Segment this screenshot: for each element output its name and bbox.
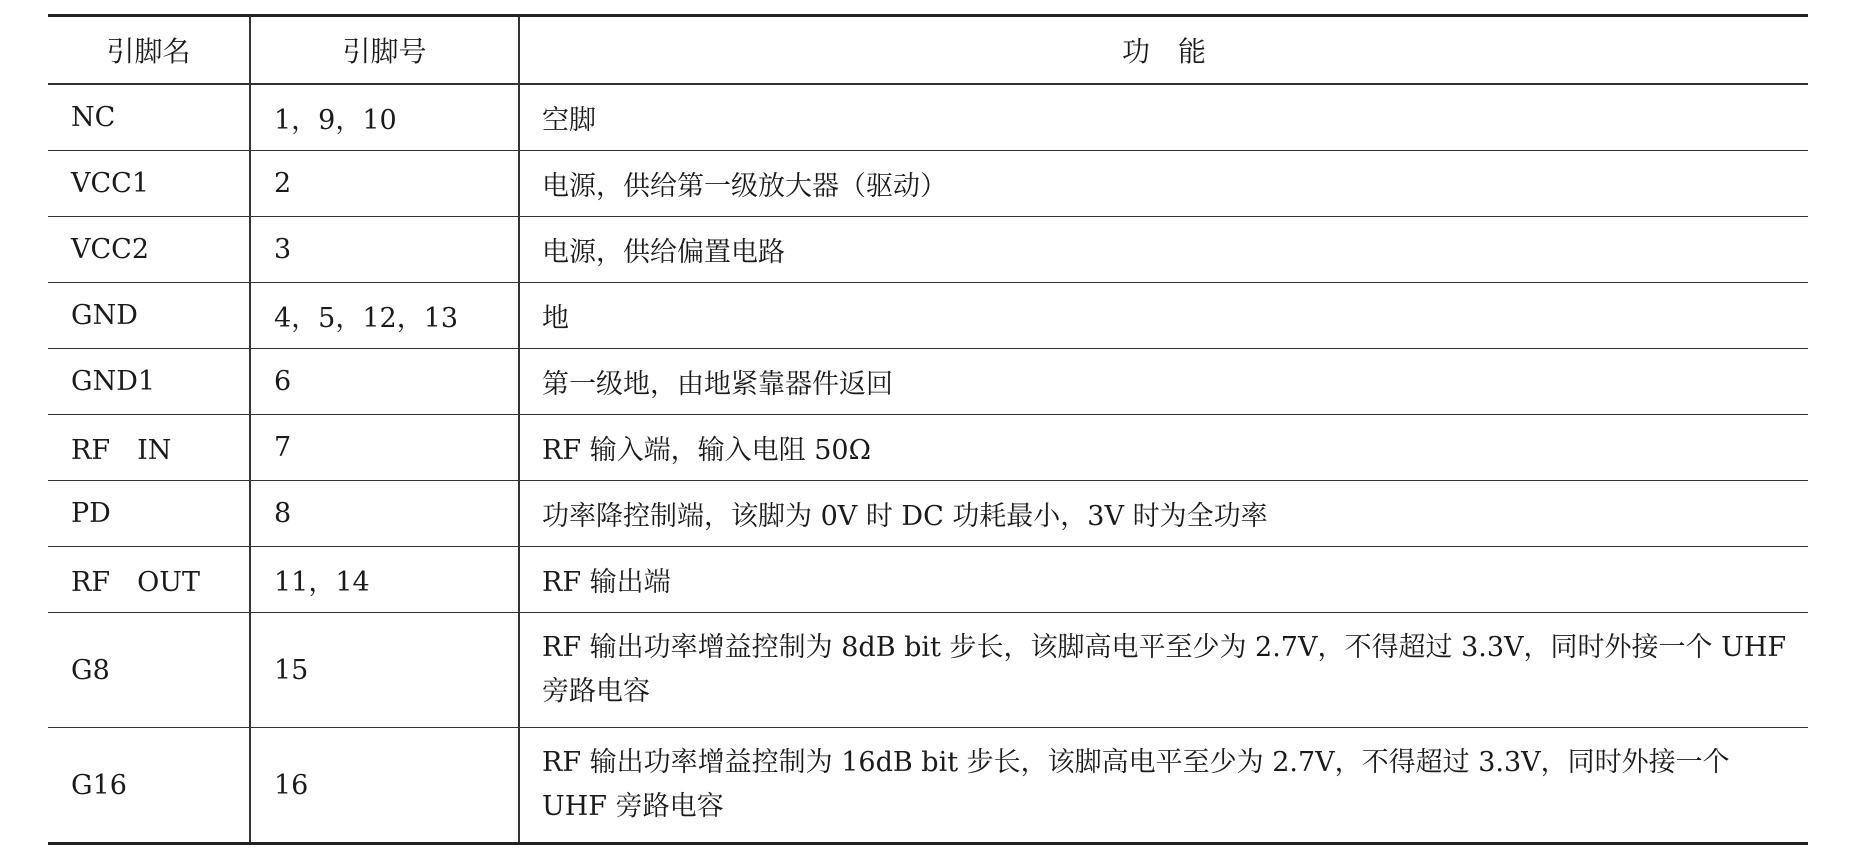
pin-number-cell: 15 — [250, 613, 519, 728]
pin-name-cell: RF IN — [48, 415, 250, 481]
pin-function-cell: 第一级地，由地紧靠器件返回 — [519, 349, 1808, 415]
pin-number-cell: 16 — [250, 728, 519, 844]
table-row — [48, 217, 1808, 283]
pin-function-cell: RF 输出功率增益控制为 16dB bit 步长，该脚高电平至少为 2.7V，不得超过 3.3V，同时外接一个 UHF 旁路电容 — [519, 728, 1808, 844]
pin-function-cell: 电源，供给偏置电路 — [519, 217, 1808, 283]
pin-name-cell: GND — [48, 283, 250, 349]
pin-function-table — [48, 14, 1808, 845]
pin-function-cell: RF 输出端 — [519, 547, 1808, 613]
pin-number-cell: 1，9，10 — [250, 84, 519, 151]
pin-name-cell: VCC1 — [48, 151, 250, 217]
table-row — [48, 84, 1808, 151]
table-row — [48, 349, 1808, 415]
pin-name-cell: NC — [48, 84, 250, 151]
pin-name-cell: G8 — [48, 613, 250, 728]
pin-name-cell: RF OUT — [48, 547, 250, 613]
pin-number-cell: 3 — [250, 217, 519, 283]
pin-number-cell: 7 — [250, 415, 519, 481]
pin-number-cell: 11，14 — [250, 547, 519, 613]
header-row — [48, 16, 1808, 85]
pin-function-cell: 电源，供给第一级放大器（驱动） — [519, 151, 1808, 217]
pin-number-cell: 4，5，12，13 — [250, 283, 519, 349]
pin-function-cell: RF 输入端，输入电阻 50Ω — [519, 415, 1808, 481]
pin-number-cell: 2 — [250, 151, 519, 217]
table-row — [48, 151, 1808, 217]
pin-name-cell: G16 — [71, 769, 127, 801]
pin-function-cell: 地 — [519, 283, 1808, 349]
table-row — [48, 728, 1808, 844]
table-row — [48, 613, 1808, 728]
header-pin-name: 引脚名 — [48, 16, 250, 85]
header-function: 功能 — [519, 16, 1808, 85]
pin-name-cell: VCC2 — [48, 217, 250, 283]
table-header — [48, 16, 1808, 85]
pin-name-cell: GND1 — [48, 349, 250, 415]
table-body — [48, 84, 1808, 844]
pin-number-cell: 8 — [250, 481, 519, 547]
pin-function-cell: RF 输出功率增益控制为 8dB bit 步长，该脚高电平至少为 2.7V，不得超过 3.3V，同时外接一个 UHF 旁路电容 — [519, 613, 1808, 728]
pin-function-cell: 空脚 — [519, 84, 1808, 151]
pin-number-cell: 6 — [250, 349, 519, 415]
table-row — [48, 415, 1808, 481]
table-row — [48, 547, 1808, 613]
pin-name-cell: PD — [48, 481, 250, 547]
table-row — [48, 283, 1808, 349]
table-row — [48, 481, 1808, 547]
header-pin-number: 引脚号 — [250, 16, 519, 85]
pin-function-cell: 功率降控制端，该脚为 0V 时 DC 功耗最小，3V 时为全功率 — [519, 481, 1808, 547]
